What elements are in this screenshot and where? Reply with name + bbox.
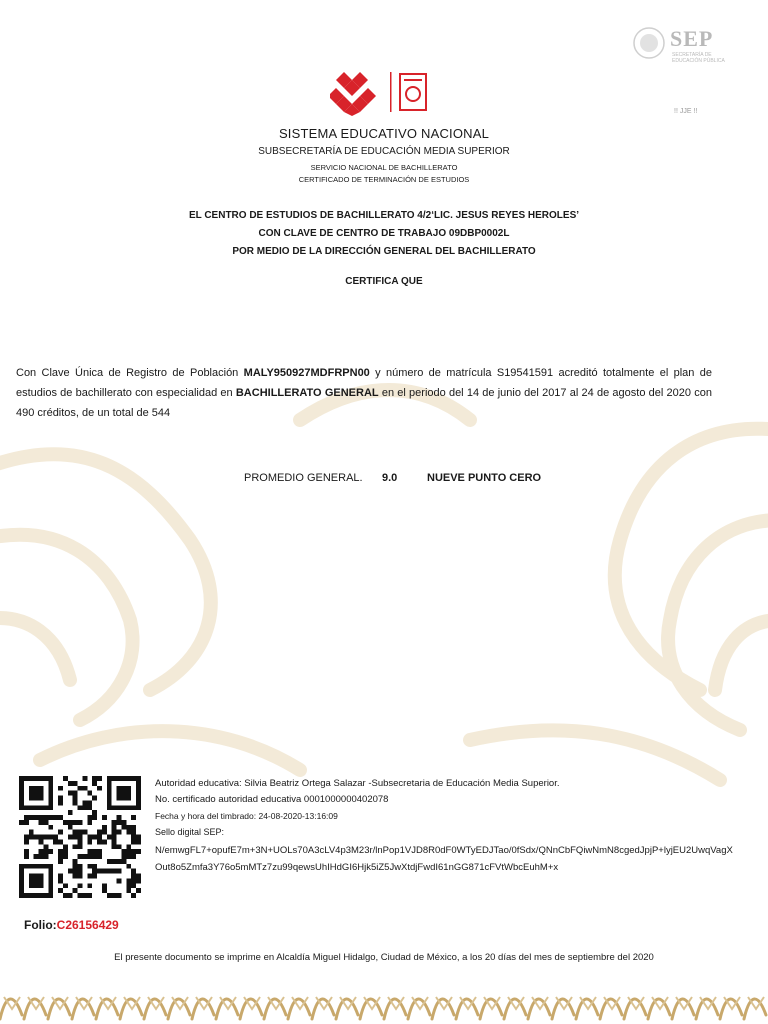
certificate-body <box>16 363 712 423</box>
fecha-timbrado: Fecha y hora del timbrado: 24-08-2020-13:16:09 <box>155 811 338 821</box>
certifica-heading: CERTIFICA QUE <box>345 276 423 287</box>
promedio-text: NUEVE PUNTO CERO <box>427 472 542 484</box>
folio-value: C26156429 <box>56 918 119 932</box>
cdmx-logo <box>330 68 446 116</box>
subsecretaria-title: SUBSECRETARÍA DE EDUCACIÓN MEDIA SUPERIOR <box>258 146 510 157</box>
system-title: SISTEMA EDUCATIVO NACIONAL <box>278 126 490 141</box>
especialidad-value: BACHILLERATO GENERAL <box>235 387 379 399</box>
body-text-3: en el periodo del 14 de junio del 2017 al 24 de agosto del 2020 con 490 créditos, de un total de 544 <box>16 387 712 419</box>
folio <box>24 918 119 932</box>
sello-label: Sello digital SEP: <box>155 827 225 837</box>
printed-location: El presente documento se imprime en Alcaldía Miguel Hidalgo, Ciudad de México, a los 20 días del mes de septiembre del 2020 <box>114 952 654 963</box>
sep-logo <box>632 26 752 68</box>
promedio-value: 9.0 <box>382 472 398 484</box>
autoridad-educativa: Autoridad educativa: Silvia Beatriz Ortega Salazar -Subsecretaria de Educación Media Superior. <box>155 778 560 789</box>
sep-name: SEP <box>670 26 714 51</box>
promedio-label: PROMEDIO GENERAL. <box>244 472 363 484</box>
reference-code: !! JJE !! <box>674 108 698 115</box>
institution-line-1: EL CENTRO DE ESTUDIOS DE BACHILLERATO 4/2‘LIC. JESUS REYES HEROLES’ <box>188 210 580 221</box>
body-text-2: y número de matrícula S19541591 acreditó totalmente el plan de estudios de bachillerato con especialidad en <box>16 367 712 399</box>
certificado-title: CERTIFICADO DE TERMINACIÓN DE ESTUDIOS <box>298 175 470 184</box>
eagle-seal-icon <box>632 26 666 60</box>
curp-value: MALY950927MDFRPN00 <box>243 367 370 379</box>
folio-label: Folio: <box>24 918 57 932</box>
institution-line-3: POR MEDIO DE LA DIRECCIÓN GENERAL DEL BACHILLERATO <box>232 246 536 257</box>
sep-line2: EDUCACIÓN PÚBLICA <box>672 58 725 64</box>
qr-code <box>19 776 141 898</box>
decorative-border <box>0 985 768 1024</box>
servicio-title: SERVICIO NACIONAL DE BACHILLERATO <box>310 163 458 172</box>
body-text-1: Con Clave Única de Registro de Población <box>16 367 244 379</box>
sep-line1: SECRETARÍA DE <box>672 52 712 58</box>
no-certificado: No. certificado autoridad educativa 0001000000402078 <box>155 794 389 805</box>
institution-line-2: CON CLAVE DE CENTRO DE TRABAJO 09DBP0002L <box>258 228 510 239</box>
sello-digital: N/emwgFL7+opufE7m+3N+UOLs70A3cLV4p3M23r/lnPop1VJD8R0dF0WTyEDJTao/0fSdx/QNnCbFQiwNmN8cgedJpjP+lyjEU2UwqVagXOut8o5Zmfa3Y76o5mMTz7zu99qewsUhIHdGI6Hjk5iZ5JwXtdjFwdI61nGG871cFVtWbcEuhM+x <box>155 845 733 873</box>
